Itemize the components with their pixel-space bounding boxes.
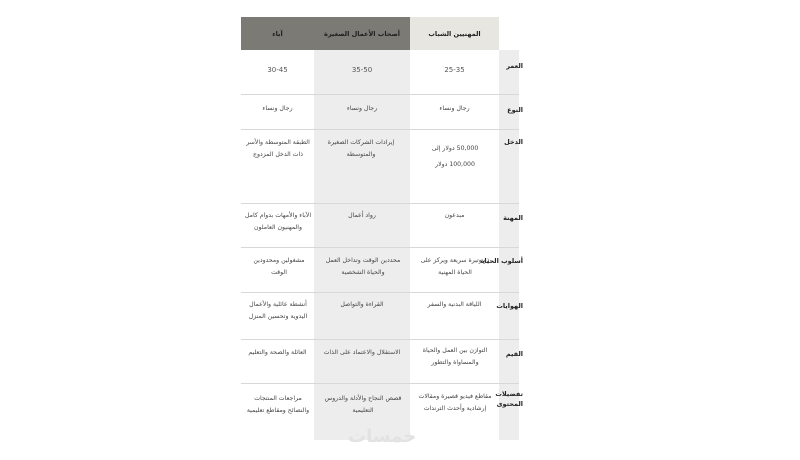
cell-income-parents: الطبقة المتوسطة والأسر ذات الدخل المزدوج [246,139,310,159]
row-divider [241,94,519,95]
row-divider [241,129,519,130]
watermark-logo: خمسات [348,426,417,447]
header-parents: آباء [241,17,314,50]
cell-gender-parents: رجال ونساء [262,105,293,112]
cell-values-parents: العائلة والصحة والتعليم [248,349,307,356]
cell-age-smallbiz: 35-50 [351,66,373,74]
row-label-gender: النوع [507,106,523,114]
cell-hobbies-smallbiz: القراءة والتواصل [340,301,384,308]
row-label-income: الدخل [504,138,523,146]
row-divider [241,292,519,293]
cell-lifestyle-young: ذو وتيرة سريعة ويركز على الحياة المهنية [420,257,490,277]
row-divider [241,203,519,204]
cell-gender-smallbiz: رجال ونساء [346,105,378,112]
row-label-age: العمر [506,62,523,70]
persona-table [241,17,523,440]
row-label-lifestyle: أسلوب الحياة [480,257,523,265]
row-divider [241,339,519,340]
row-label-hobbies: الهوايات [496,302,523,310]
cell-gender-young: رجال ونساء [439,105,470,112]
cell-occupation-smallbiz: رواد أعمال [348,212,376,219]
cell-values-smallbiz: الاستقلال والاعتماد على الذات [323,349,401,356]
cell-age-parents: 30-45 [267,66,288,74]
cell-content-parents: مراجعات المنتجات والنصائح ومقاطع تعليمية [246,395,310,415]
cell-age-young: 25-35 [444,66,465,74]
cell-values-young: التوازن بين العمل والحياة والمساواة والتطور [422,347,488,367]
row-divider [241,383,519,384]
row-divider [241,247,519,248]
cell-hobbies-parents: أنشطة عائلية والأعمال اليدوية وتحسين المنزل [248,301,308,321]
row-label-content-preferences: تفضيلات المحتوى [495,390,523,409]
cell-income-young: 50,000 دولار إلى 100,000 دولار [431,145,479,169]
cell-occupation-young: مبدعون [444,212,465,219]
row-label-values: القيم [505,350,523,358]
cell-income-smallbiz: إيرادات الشركات الصغيرة والمتوسطة [327,139,395,159]
cell-lifestyle-parents: مشغولين ومحدودين الوقت [253,257,305,277]
cell-content-smallbiz: قصص النجاح والأدلة والدروس التعليمية [324,395,402,415]
cell-hobbies-young: اللياقة البدنية والسفر [427,301,482,308]
cell-content-young: مقاطع فيديو قصيرة ومقالات إرشادية وأحدث الترندات [418,393,492,413]
header-small-business: أصحاب الأعمال الصغيرة [314,17,410,50]
header-young-professionals: المهنيين الشباب [410,17,499,50]
row-label-occupation: المهنة [503,214,523,222]
cell-lifestyle-smallbiz: محددين الوقت وتداخل العمل والحياة الشخصية [325,257,401,277]
cell-occupation-parents: الآباء والأمهات بدوام كامل والمهنيون العاملون [244,212,312,232]
